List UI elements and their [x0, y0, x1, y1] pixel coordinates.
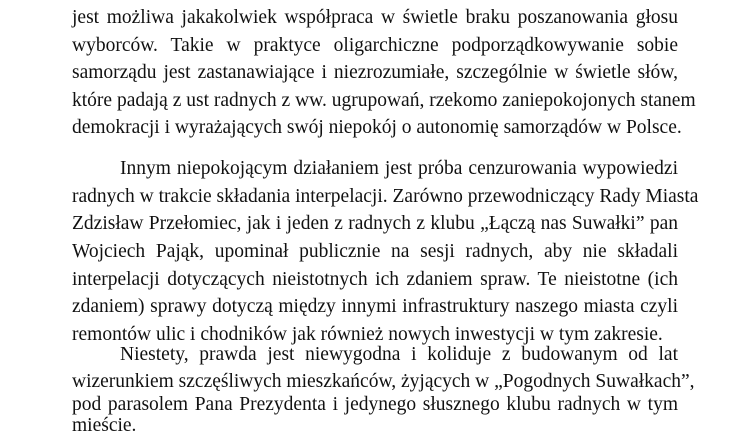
text-line: zdaniem) sprawy dotyczą między innymi infrastruktury naszego miasta czyli [72, 296, 678, 317]
text-line: radnych w trakcie składania interpelacji. Zarówno przewodniczący Rady Miasta [72, 186, 699, 207]
text-line: samorządu jest zastanawiające i niezrozumiałe, szczególnie w świetle słów, [72, 62, 678, 83]
text-line: wyborców. Takie w praktyce oligarchiczne podporządkowywanie sobie [72, 35, 678, 56]
text-line: wizerunkiem szczęśliwych mieszkańców, żyjących w „Pogodnych Suwałkach”, [72, 371, 695, 392]
text-line: mieście. [72, 415, 137, 436]
text-line: interpelacji dotyczących nieistotnych ich zdaniem spraw. Te nieistotne (ich [72, 269, 678, 290]
text-line: Zdzisław Przełomiec, jak i jeden z radnych z klubu „Łączą nas Suwałki” pan [72, 213, 678, 234]
text-line: remontów ulic i chodników jak również nowych inwestycji w tym zakresie. [72, 324, 663, 345]
text-line: Niestety, prawda jest niewygodna i koliduje z budowanym od lat [120, 344, 678, 365]
text-line: które padają z ust radnych z ww. ugrupowań, rzekomo zaniepokojonych stanem [72, 90, 696, 111]
text-line: pod parasolem Pana Prezydenta i jedynego słusznego klubu radnych w tym [72, 394, 678, 415]
text-line: jest możliwa jakakolwiek współpraca w świetle braku poszanowania głosu [72, 7, 678, 28]
text-line: Wojciech Pająk, upominał publicznie na sesji radnych, aby nie składali [72, 241, 678, 262]
text-line: demokracji i wyrażających swój niepokój o autonomię samorządów w Polsce. [72, 117, 682, 138]
text-line: Innym niepokojącym działaniem jest próba cenzurowania wypowiedzi [120, 158, 678, 179]
